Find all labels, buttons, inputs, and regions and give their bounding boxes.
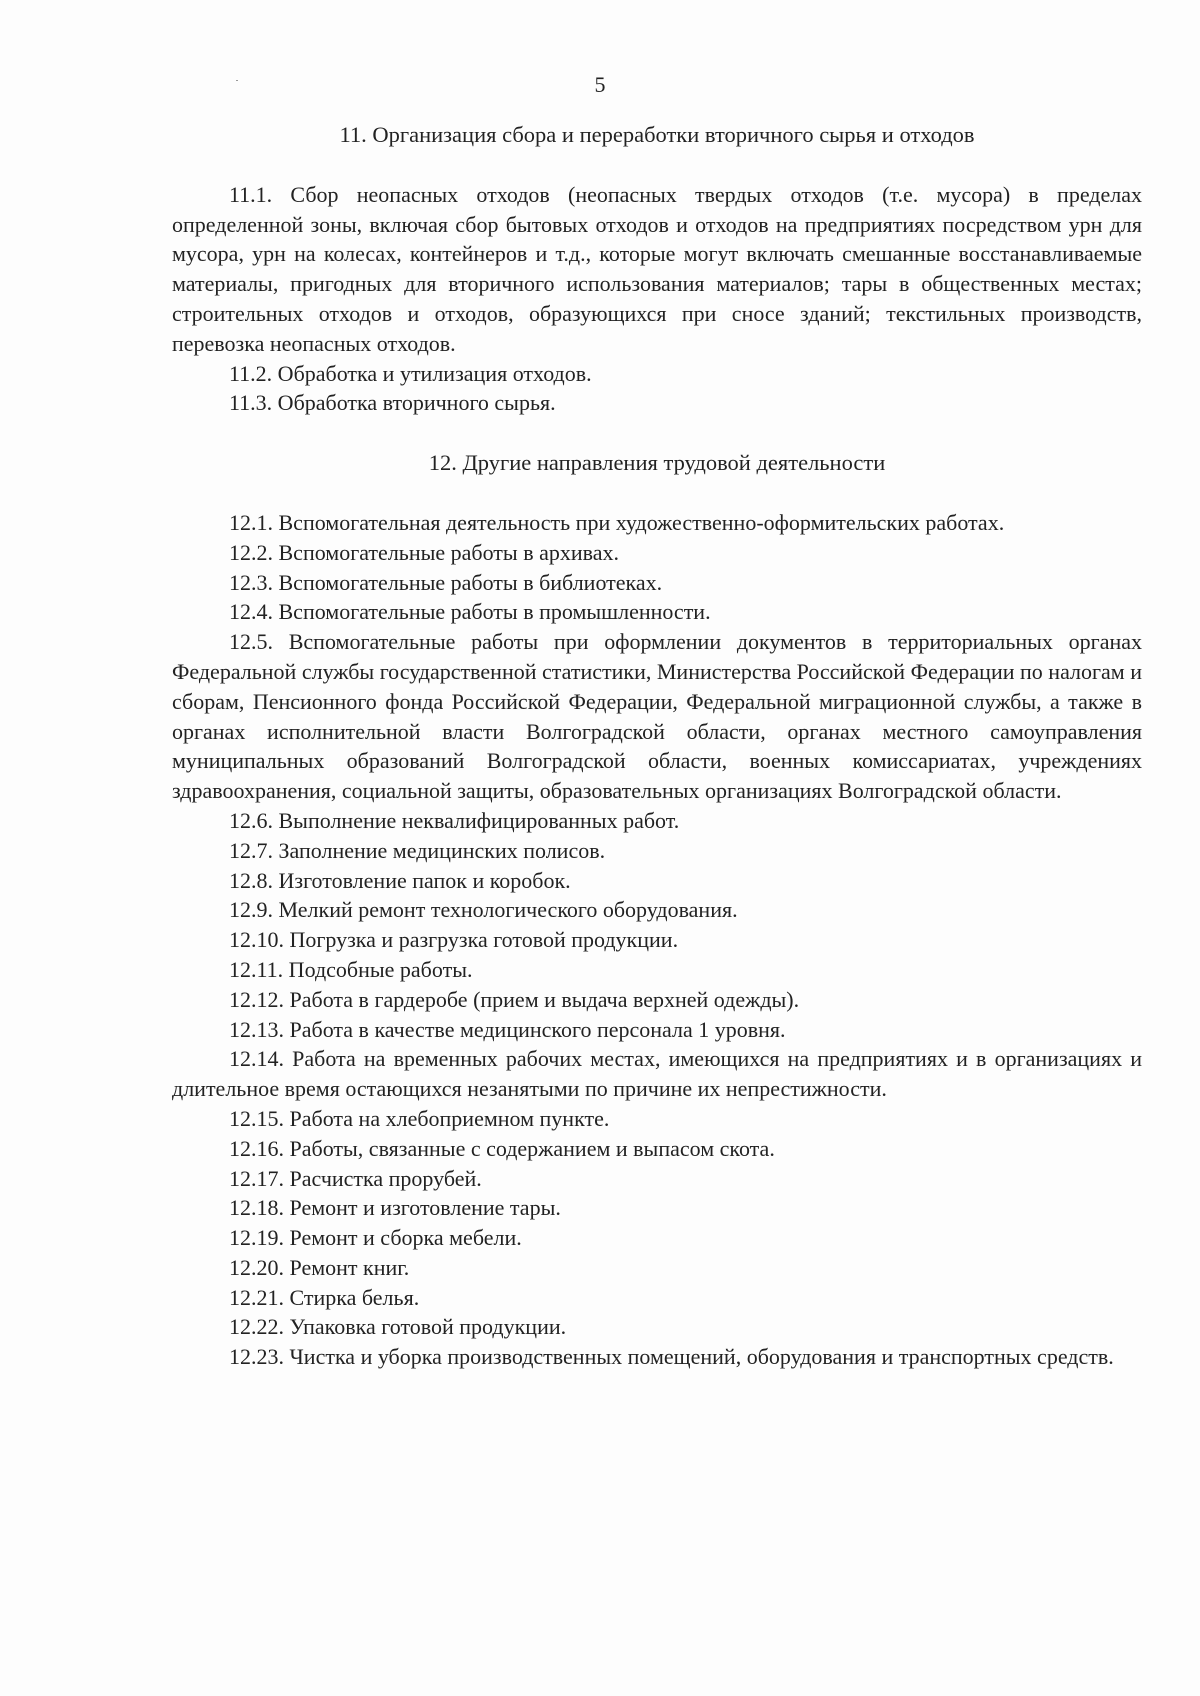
list-item-12-6: 12.6. Выполнение неквалифицированных работ. bbox=[229, 807, 680, 833]
list-item-12-16: 12.16. Работы, связанные с содержанием и выпасом скота. bbox=[229, 1135, 775, 1161]
list-item-12-11: 12.11. Подсобные работы. bbox=[229, 956, 473, 982]
list-item-11-3: 11.3. Обработка вторичного сырья. bbox=[229, 390, 556, 416]
list-item-12-7: 12.7. Заполнение медицинских полисов. bbox=[229, 837, 606, 863]
section-12-heading: 12. Другие направления трудовой деятельности bbox=[428, 450, 886, 476]
list-item-12-9: 12.9. Мелкий ремонт технологического оборудования. bbox=[229, 897, 738, 923]
list-item-12-20: 12.20. Ремонт книг. bbox=[229, 1254, 410, 1280]
section-11-items bbox=[172, 180, 1142, 418]
section-11-heading: 11. Организация сбора и переработки вторичного сырья и отходов bbox=[339, 122, 975, 147]
list-item-12-5: 12.5. Вспомогательные работы при оформлении документов в территориальных органах Федеральной службы государственной статистики, Министерства Российской Федерации по налогам и сборам, Пенсионного фонда Российской Федерации, Федеральной миграционной службы, а также в органах исполнительной власти Волгоградской области, органах местного самоуправления муниципальных образований Волгоградской области, военных комиссариатах, учреждениях здравоохранения, социальной защиты, образовательных организациях Волгоградской области. bbox=[172, 629, 1142, 804]
list-item-12-22: 12.22. Упаковка готовой продукции. bbox=[229, 1314, 567, 1340]
list-item-12-1: 12.1. Вспомогательная деятельность при художественно-оформительских работах. bbox=[229, 509, 1005, 535]
list-item-12-3: 12.3. Вспомогательные работы в библиотеках. bbox=[229, 569, 663, 595]
list-item-12-13: 12.13. Работа в качестве медицинского персонала 1 уровня. bbox=[229, 1016, 786, 1042]
list-item-12-10: 12.10. Погрузка и разгрузка готовой продукции. bbox=[229, 927, 679, 953]
list-item-11-1: 11.1. Сбор неопасных отходов (неопасных твердых отходов (т.е. мусора) в пределах определенной зоны, включая сбор бытовых отходов и отходов на предприятиях посредством урн для мусора, урн на колесах, контейнеров и т.д., которые могут включать смешанные восстанавливаемые материалы, пригодных для вторичного использования материалов; тары в общественных местах; строительных отходов и отходов, образующихся при сносе зданий; текстильных производств, перевозка неопасных отходов. bbox=[172, 181, 1142, 356]
page-number: 5 bbox=[594, 72, 606, 97]
list-item-12-2: 12.2. Вспомогательные работы в архивах. bbox=[229, 539, 619, 565]
list-item-12-19: 12.19. Ремонт и сборка мебели. bbox=[229, 1225, 522, 1251]
list-item-12-4: 12.4. Вспомогательные работы в промышленности. bbox=[229, 599, 711, 625]
list-item-12-14: 12.14. Работа на временных рабочих местах, имеющихся на предприятиях и в организациях и длительное время остающихся незанятыми по причине их непрестижности. bbox=[172, 1046, 1142, 1102]
list-item-12-23: 12.23. Чистка и уборка производственных помещений, оборудования и транспортных средств. bbox=[229, 1344, 1114, 1370]
list-item-12-12: 12.12. Работа в гардеробе (прием и выдача верхней одежды). bbox=[229, 986, 800, 1012]
list-item-12-15: 12.15. Работа на хлебоприемном пункте. bbox=[229, 1105, 610, 1131]
list-item-11-2: 11.2. Обработка и утилизация отходов. bbox=[229, 360, 592, 386]
section-12-items bbox=[172, 508, 1142, 1372]
list-item-12-17: 12.17. Расчистка прорубей. bbox=[229, 1165, 482, 1191]
document-body bbox=[172, 120, 1142, 1372]
list-item-12-18: 12.18. Ремонт и изготовление тары. bbox=[229, 1195, 561, 1221]
list-item-12-21: 12.21. Стирка белья. bbox=[229, 1284, 420, 1310]
list-item-12-8: 12.8. Изготовление папок и коробок. bbox=[229, 867, 571, 893]
